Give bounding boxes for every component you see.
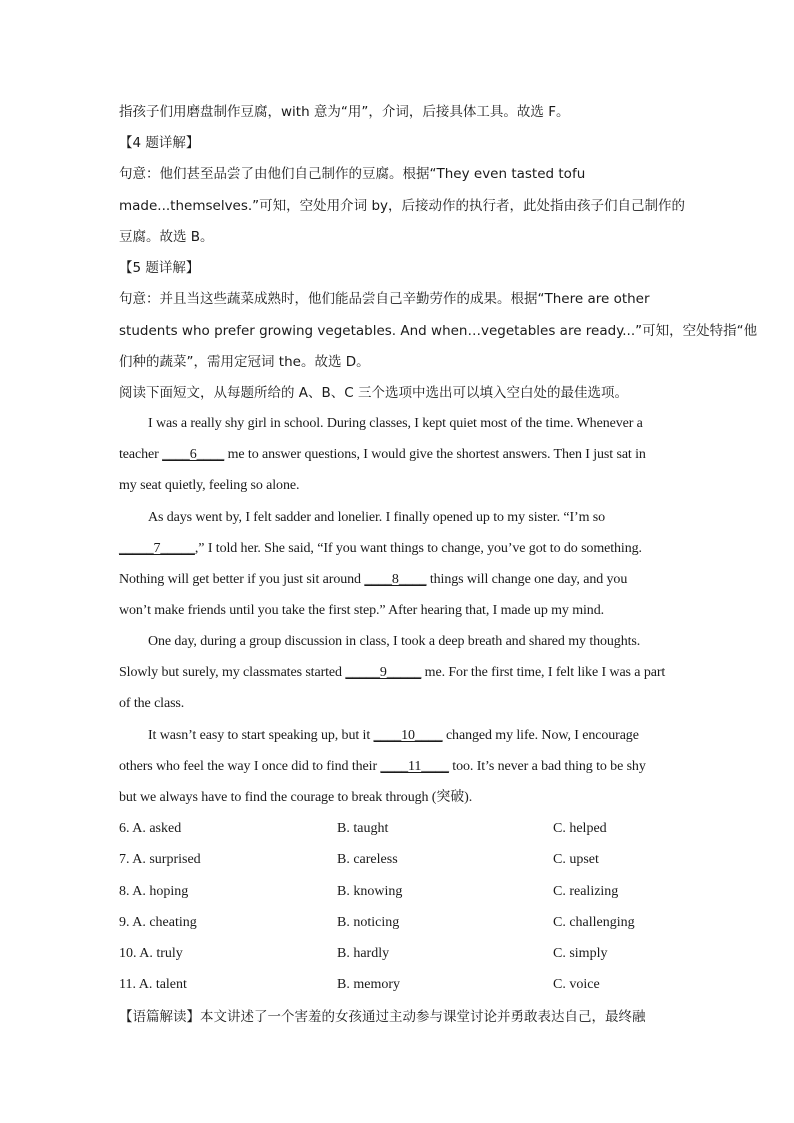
blank-11: ____11____ [380,759,449,774]
passage-line [119,570,627,590]
explanation-text: 们种的蔬菜”，需用定冠词 the。故选 D。 [119,354,370,370]
explanation-text: 指孩子们用磨盘制作豆腐，with 意为“用”，介词，后接具体工具。故选 F。 [119,104,570,120]
option-a: 10. A. truly [119,946,183,961]
option-a: 8. A. hoping [119,884,189,899]
passage-line [119,757,646,777]
question-4-header: 【4 题详解】 [119,135,200,151]
passage-line: I was a really shy girl in school. During classes, I kept quiet most of the time. Whenever a [148,416,643,431]
explanation-text: 句意：他们甚至品尝了由他们自己制作的豆腐。根据“They even tasted tofu [119,166,586,182]
option-c: C. realizing [553,884,619,899]
option-b: B. hardly [337,946,390,961]
passage-text: others who feel the way I once did to find their [119,759,381,774]
option-c: C. simply [553,946,608,961]
passage-text: It wasn’t easy to start speaking up, but it [148,728,374,743]
option-c: C. challenging [553,915,635,930]
option-a: 7. A. surprised [119,852,201,867]
passage-line [148,726,639,746]
passage-text: ,” I told her. She said, “If you want things to change, you’ve got to do something. [194,541,642,556]
passage-text: Nothing will get better if you just sit around [119,572,365,587]
option-a: 6. A. asked [119,821,182,836]
passage-text: Slowly but surely, my classmates started [119,665,346,680]
explanation-text: students who prefer growing vegetables. And when…vegetables are ready...”可知，空处特指“他 [119,323,758,339]
passage-text: too. It’s never a bad thing to be shy [448,759,646,774]
explanation-text: 句意：并且当这些蔬菜成熟时，他们能品尝自己辛勤劳作的成果。根据“There are other [119,291,650,307]
passage-line: won’t make friends until you take the first step.” After hearing that, I made up my mind. [119,603,604,618]
explanation-text: 豆腐。故选 B。 [119,229,214,245]
option-c: C. voice [553,977,600,992]
question-5-header: 【5 题详解】 [119,260,200,276]
passage-text: teacher [119,447,163,462]
option-c: C. upset [553,852,599,867]
passage-line [119,539,642,559]
blank-7: _____7_____ [119,541,195,556]
option-c: C. helped [553,821,607,836]
passage-line: but we always have to find the courage to break through (突破). [119,790,473,805]
explanation-text: made...themselves.”可知，空处用介词 by，后接动作的执行者，此处指由孩子们自己制作的 [119,198,686,214]
option-b: B. noticing [337,915,400,930]
option-b: B. taught [337,821,389,836]
passage-text: me to answer questions, I would give the shortest answers. Then I just sat in [224,447,646,462]
option-b: B. careless [337,852,398,867]
passage-line: One day, during a group discussion in class, I took a deep breath and shared my thoughts. [148,634,641,649]
passage-text: things will change one day, and you [426,572,628,587]
blank-9: _____9_____ [345,665,422,680]
passage-line: my seat quietly, feeling so alone. [119,478,300,493]
option-a: 9. A. cheating [119,915,197,930]
passage-text: me. For the first time, I felt like I was a part [421,665,666,680]
discourse-analysis: 【语篇解读】本文讲述了一个害羞的女孩通过主动参与课堂讨论并勇敢表达自己，最终融 [119,1009,646,1025]
passage-line: of the class. [119,696,185,711]
section-instructions: 阅读下面短文，从每题所给的 A、B、C 三个选项中选出可以填入空白处的最佳选项。 [119,385,629,401]
passage-line [119,445,646,465]
blank-10: ____10____ [373,728,443,743]
option-a: 11. A. talent [119,977,187,992]
option-b: B. knowing [337,884,403,899]
option-b: B. memory [337,977,400,992]
passage-text: changed my life. Now, I encourage [442,728,639,743]
passage-line [119,663,665,683]
passage-line: As days went by, I felt sadder and lonelier. I finally opened up to my sister. “I’m so [148,510,606,525]
blank-6: ____6____ [162,447,225,462]
blank-8: ____8____ [364,572,427,587]
